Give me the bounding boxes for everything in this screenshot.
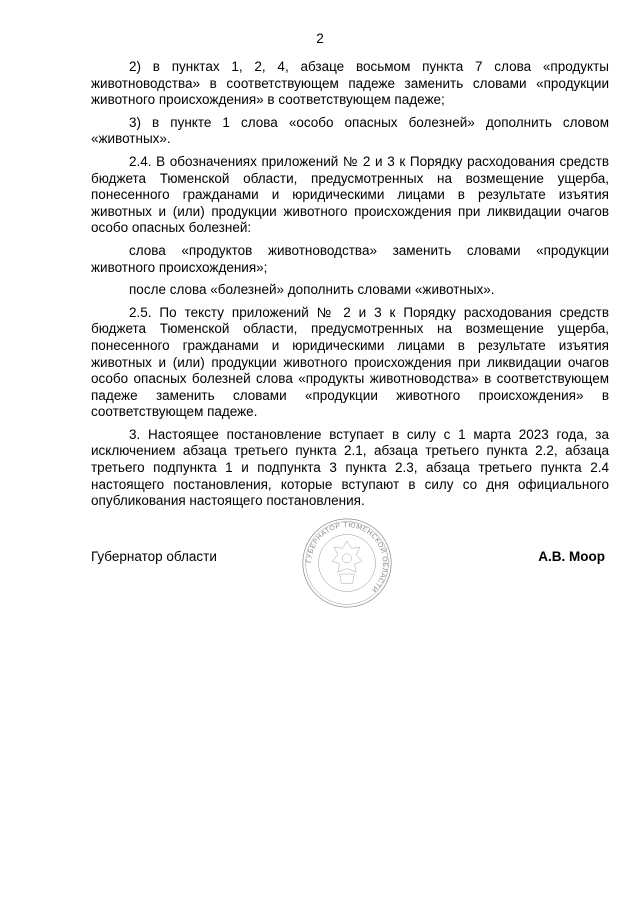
seal-text <box>306 522 388 593</box>
page-number: 2 <box>316 31 324 46</box>
signer-title: Губернатор области <box>91 549 217 564</box>
paragraph-item-2-3: 3) в пункте 1 слова «особо опасных болезней» дополнить словом «животных». <box>91 114 609 147</box>
official-seal-icon <box>301 517 393 609</box>
paragraph-item-2-2: 2) в пунктах 1, 2, 4, абзаце восьмом пункта 7 слова «продукты животноводства» в соответствующем падеже заменить словами «продукции животного происхождения» в соответствующем падеже; <box>91 59 609 108</box>
signer-name: А.В. Моор <box>538 549 605 564</box>
seal-text-path: ГУБЕРНАТОР ТЮМЕНСКОЙ ОБЛАСТИ <box>306 521 388 594</box>
paragraph-section-2-4: 2.4. В обозначениях приложений № 2 и 3 к Порядку расходования средств бюджета Тюменской области, предусмотренных на возмещение ущерба, понесенного гражданами и юридическими лицами в результате изъятия животных и (или) продукции животного происхождения при ликвидации очагов особо опасных болезней: <box>91 153 609 236</box>
seal-emblem <box>332 541 361 583</box>
paragraph-section-3: 3. Настоящее постановление вступает в силу с 1 марта 2023 года, за исключением абзаца третьего пункта 2.1, абзаца третьего пункта 2.2, абзаца третьего подпункта 1 и подпункта 3 пункта 2.3, абзаца третьего пункта 2.4 настоящего постановления, которые вступают в силу со дня официального опубликования настоящего постановления. <box>91 426 609 509</box>
paragraph-2-4-words: слова «продуктов животноводства» заменить словами «продукции животного происхождения»; <box>91 242 609 275</box>
paragraph-section-2-5: 2.5. По тексту приложений № 2 и 3 к Порядку расходования средств бюджета Тюменской области, предусмотренных на возмещение ущерба, понесенного гражданами и юридическими лицами в результате изъятия животных и (или) продукции животного происхождения при ликвидации очагов особо опасных болезней слова «продукты животноводства» в соответствующем падеже заменить словами «продукции животного происхождения» в соответствующем падеже. <box>91 304 609 420</box>
paragraph-2-4-after: после слова «болезней» дополнить словами «животных». <box>129 282 495 298</box>
document-body <box>91 59 609 516</box>
